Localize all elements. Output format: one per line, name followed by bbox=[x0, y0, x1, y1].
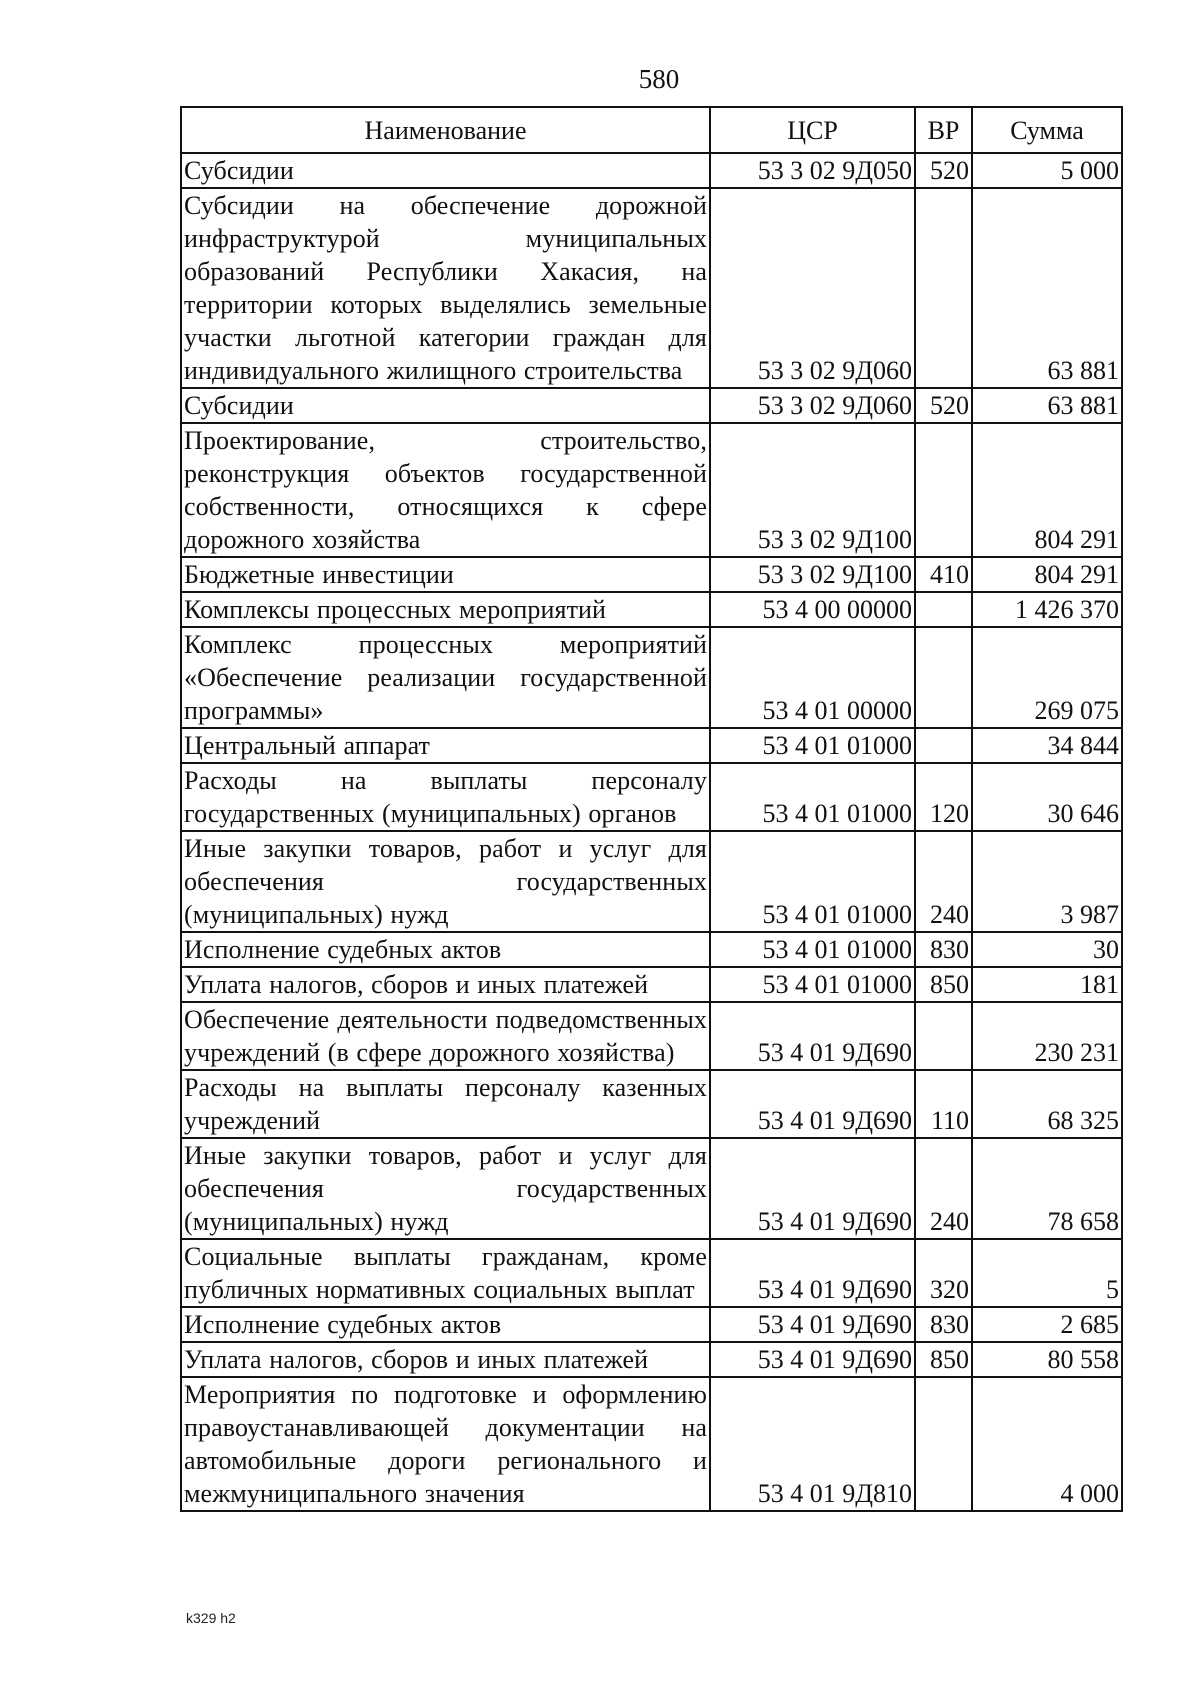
row-vr bbox=[915, 1002, 972, 1070]
row-vr: 320 bbox=[915, 1239, 972, 1307]
row-sum: 63 881 bbox=[972, 188, 1122, 388]
row-vr bbox=[915, 1377, 972, 1511]
row-sum: 2 685 bbox=[972, 1307, 1122, 1342]
row-sum: 30 bbox=[972, 932, 1122, 967]
row-name: Исполнение судебных актов bbox=[181, 932, 710, 967]
header-sum: Сумма bbox=[972, 107, 1122, 153]
row-csr: 53 4 01 9Д690 bbox=[710, 1342, 915, 1377]
row-csr: 53 4 01 9Д690 bbox=[710, 1002, 915, 1070]
row-vr: 830 bbox=[915, 932, 972, 967]
row-name: Уплата налогов, сборов и иных платежей bbox=[181, 1342, 710, 1377]
table-row bbox=[181, 728, 1122, 763]
row-sum: 5 bbox=[972, 1239, 1122, 1307]
row-name: Уплата налогов, сборов и иных платежей bbox=[181, 967, 710, 1002]
row-sum: 3 987 bbox=[972, 831, 1122, 932]
header-name: Наименование bbox=[181, 107, 710, 153]
table-row bbox=[181, 967, 1122, 1002]
table-row bbox=[181, 1239, 1122, 1307]
row-sum: 63 881 bbox=[972, 388, 1122, 423]
row-name: Субсидии на обеспечение дорожной инфраструктурой муниципальных образований Республики Хакасия, на территории которых выделялись земельные участки льготной категории граждан для индивидуального жилищного строительства bbox=[181, 188, 710, 388]
table-row bbox=[181, 932, 1122, 967]
row-vr: 240 bbox=[915, 831, 972, 932]
row-sum: 230 231 bbox=[972, 1002, 1122, 1070]
row-sum: 269 075 bbox=[972, 627, 1122, 728]
header-vr: ВР bbox=[915, 107, 972, 153]
row-vr: 410 bbox=[915, 557, 972, 592]
footer-code: k329 h2 bbox=[186, 1610, 236, 1626]
header-csr: ЦСР bbox=[710, 107, 915, 153]
row-name: Иные закупки товаров, работ и услуг для обеспечения государственных (муниципальных) нужд bbox=[181, 1138, 710, 1239]
row-name: Центральный аппарат bbox=[181, 728, 710, 763]
table-row bbox=[181, 1377, 1122, 1511]
table-body bbox=[181, 153, 1122, 1511]
table-row bbox=[181, 153, 1122, 188]
row-name: Мероприятия по подготовке и оформлению правоустанавливающей документации на автомобильные дороги регионального и межмуниципального значения bbox=[181, 1377, 710, 1511]
row-sum: 4 000 bbox=[972, 1377, 1122, 1511]
row-name: Иные закупки товаров, работ и услуг для обеспечения государственных (муниципальных) нужд bbox=[181, 831, 710, 932]
row-csr: 53 4 01 01000 bbox=[710, 728, 915, 763]
row-vr: 520 bbox=[915, 388, 972, 423]
row-sum: 80 558 bbox=[972, 1342, 1122, 1377]
row-csr: 53 4 01 9Д690 bbox=[710, 1138, 915, 1239]
row-name: Субсидии bbox=[181, 388, 710, 423]
row-vr: 110 bbox=[915, 1070, 972, 1138]
row-sum: 78 658 bbox=[972, 1138, 1122, 1239]
row-vr bbox=[915, 728, 972, 763]
row-name: Расходы на выплаты персоналу государственных (муниципальных) органов bbox=[181, 763, 710, 831]
row-vr: 520 bbox=[915, 153, 972, 188]
row-name: Обеспечение деятельности подведомственных учреждений (в сфере дорожного хозяйства) bbox=[181, 1002, 710, 1070]
header-row bbox=[181, 107, 1122, 153]
row-vr bbox=[915, 188, 972, 388]
row-sum: 5 000 bbox=[972, 153, 1122, 188]
row-csr: 53 3 02 9Д050 bbox=[710, 153, 915, 188]
row-name: Расходы на выплаты персоналу казенных учреждений bbox=[181, 1070, 710, 1138]
row-name: Бюджетные инвестиции bbox=[181, 557, 710, 592]
row-name: Комплексы процессных мероприятий bbox=[181, 592, 710, 627]
row-csr: 53 4 01 01000 bbox=[710, 967, 915, 1002]
table-row bbox=[181, 557, 1122, 592]
row-name: Социальные выплаты гражданам, кроме публичных нормативных социальных выплат bbox=[181, 1239, 710, 1307]
table-row bbox=[181, 1307, 1122, 1342]
row-csr: 53 3 02 9Д100 bbox=[710, 423, 915, 557]
table-row bbox=[181, 1342, 1122, 1377]
table-row bbox=[181, 763, 1122, 831]
row-name: Комплекс процессных мероприятий «Обеспечение реализации государственной программы» bbox=[181, 627, 710, 728]
table-row bbox=[181, 188, 1122, 388]
row-name: Исполнение судебных актов bbox=[181, 1307, 710, 1342]
table-row bbox=[181, 1002, 1122, 1070]
row-name: Проектирование, строительство, реконструкция объектов государственной собственности, относящихся к сфере дорожного хозяйства bbox=[181, 423, 710, 557]
row-csr: 53 4 01 00000 bbox=[710, 627, 915, 728]
budget-table bbox=[180, 106, 1123, 1512]
row-csr: 53 4 01 9Д690 bbox=[710, 1239, 915, 1307]
row-vr bbox=[915, 423, 972, 557]
row-sum: 804 291 bbox=[972, 557, 1122, 592]
table-row bbox=[181, 627, 1122, 728]
row-csr: 53 3 02 9Д060 bbox=[710, 388, 915, 423]
row-vr bbox=[915, 627, 972, 728]
row-csr: 53 4 01 01000 bbox=[710, 763, 915, 831]
table-header bbox=[181, 107, 1122, 153]
table-row bbox=[181, 423, 1122, 557]
row-vr: 850 bbox=[915, 1342, 972, 1377]
row-sum: 34 844 bbox=[972, 728, 1122, 763]
row-csr: 53 3 02 9Д100 bbox=[710, 557, 915, 592]
row-csr: 53 4 01 9Д690 bbox=[710, 1307, 915, 1342]
row-csr: 53 4 01 01000 bbox=[710, 932, 915, 967]
row-vr: 120 bbox=[915, 763, 972, 831]
table-row bbox=[181, 592, 1122, 627]
row-sum: 181 bbox=[972, 967, 1122, 1002]
row-csr: 53 4 01 9Д690 bbox=[710, 1070, 915, 1138]
row-csr: 53 4 01 9Д810 bbox=[710, 1377, 915, 1511]
row-vr: 850 bbox=[915, 967, 972, 1002]
row-vr: 830 bbox=[915, 1307, 972, 1342]
row-sum: 68 325 bbox=[972, 1070, 1122, 1138]
row-csr: 53 4 01 01000 bbox=[710, 831, 915, 932]
table-row bbox=[181, 1070, 1122, 1138]
table-row bbox=[181, 388, 1122, 423]
row-sum: 804 291 bbox=[972, 423, 1122, 557]
page-number: 580 bbox=[638, 64, 680, 94]
table-row bbox=[181, 1138, 1122, 1239]
row-name: Субсидии bbox=[181, 153, 710, 188]
row-csr: 53 3 02 9Д060 bbox=[710, 188, 915, 388]
row-sum: 30 646 bbox=[972, 763, 1122, 831]
table-row bbox=[181, 831, 1122, 932]
row-vr bbox=[915, 592, 972, 627]
row-csr: 53 4 00 00000 bbox=[710, 592, 915, 627]
row-sum: 1 426 370 bbox=[972, 592, 1122, 627]
row-vr: 240 bbox=[915, 1138, 972, 1239]
